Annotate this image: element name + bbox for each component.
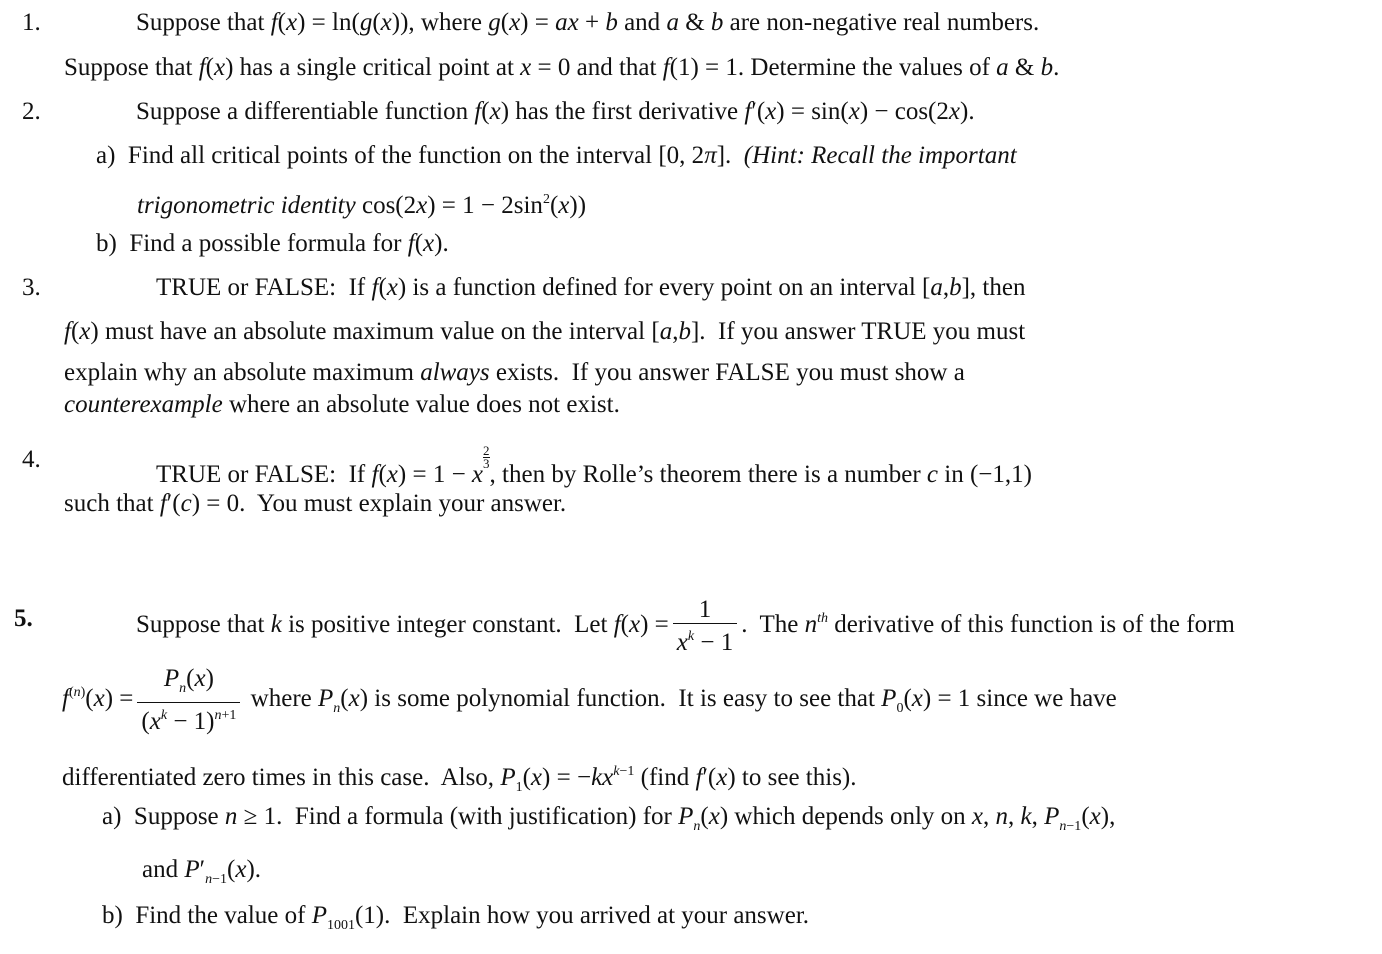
problem-3-line-4: counterexample where an absolute value does not exist.	[64, 391, 620, 418]
part-a-label: a)	[96, 142, 116, 169]
problem-1-line-1: Suppose that f(x) = ln(g(x)), where g(x) = ax + b and a & b are non-negative real numbers.	[136, 9, 1040, 36]
problem-4-number: 4.	[22, 446, 41, 473]
problem-3-number: 3.	[22, 274, 41, 301]
problem-5-line-2: $f^{(n)}(x)$ = $\frac{P_n(x)}{(x^k - 1)^{n+1}}$ where $P_n(x)$ is some polynomial function. It is easy to see that $P_0(x) = 1$ since we have	[62, 664, 1117, 735]
problem-5-line-3: differentiated zero times in this case. Also, $P_1(x) = -kx^{k-1}$ (find f′(x) to see this).	[62, 764, 857, 795]
problem-4-line-1: TRUE or FALSE: If f(x) = 1 − x $\frac{2}{3}$ , then by Rolle’s theorem there is a number c in (−1,1)	[156, 443, 1032, 488]
problem-3-line-2: f(x) must have an absolute maximum value on the interval [a,b]. If you answer TRUE you must	[64, 318, 1026, 345]
problem-3-line-1: TRUE or FALSE: If f(x) is a function defined for every point on an interval [a,b], then	[156, 274, 1026, 301]
problem-5-part-a-cont: and $P'_{n-1}(x)$.	[142, 856, 262, 887]
problem-1-line-2: Suppose that f(x) has a single critical point at x = 0 and that f(1) = 1. Determine the values of a & b.	[64, 54, 1060, 81]
problem-5-number: 5.	[14, 605, 33, 632]
hint-text: (Hint: Recall the important	[743, 142, 1017, 169]
problem-2-number: 2.	[22, 98, 41, 125]
problem-5-part-b: b) Find the value of $P_{1001}(1)$. Explain how you arrived at your answer.	[102, 902, 810, 933]
problem-4-line-2: such that f′(c) = 0. You must explain your answer.	[64, 490, 567, 517]
part-b-label: b)	[102, 902, 123, 929]
part-a-label: a)	[102, 803, 122, 830]
problem-5-line-1: Suppose that k is positive integer constant. Let f(x) = $\frac{1}{x^k - 1}$ . The $n^{th}$ derivative of this function is of the form	[136, 595, 1235, 656]
problem-2-part-a-hint: trigonometric identity $\cos(2x) = 1 - 2\sin^2(x)$)	[137, 192, 587, 219]
part-b-label: b)	[96, 230, 117, 257]
problem-2-part-b: b) Find a possible formula for f(x).	[96, 230, 449, 257]
problem-2-intro: Suppose a differentiable function f(x) has the first derivative f′(x) = sin(x) − cos(2x).	[136, 98, 975, 125]
problem-3-line-3: explain why an absolute maximum always exists. If you answer FALSE you must show a	[64, 359, 965, 386]
problem-2-part-a: a) Find all critical points of the function on the interval [0, 2π]. (Hint: Recall the important	[96, 142, 1017, 169]
problem-5-part-a: a) Suppose n ≥ 1. Find a formula (with justification) for $P_n(x)$ which depends only on x, n, k, $P_{n-1}(x)$,	[102, 803, 1116, 834]
problem-1-number: 1.	[22, 9, 41, 36]
